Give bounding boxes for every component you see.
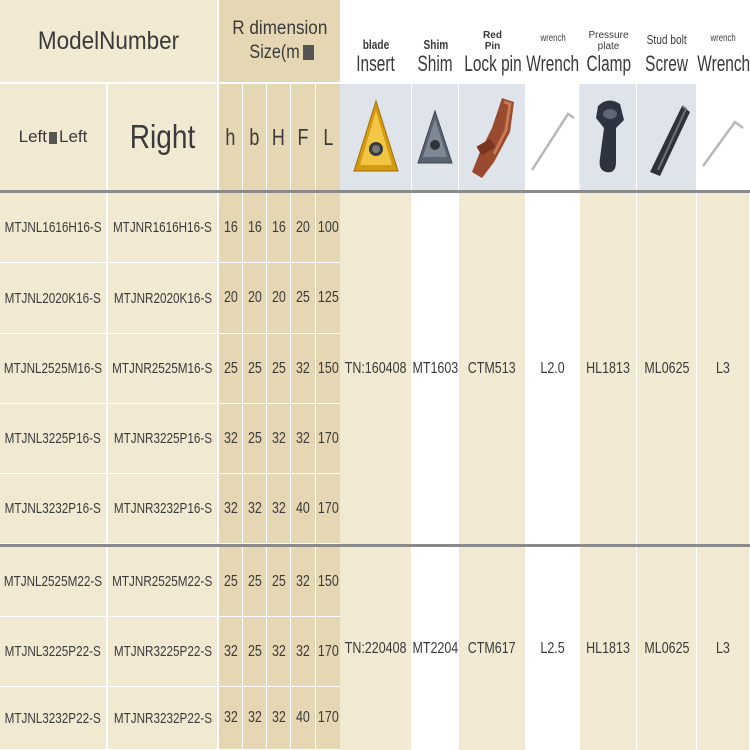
dim-b-cell: 25 xyxy=(243,617,267,687)
dim-b-cell: 25 xyxy=(243,334,267,404)
part-wrench2-big: Wrench xyxy=(697,51,750,76)
dim-F-cell: 32 xyxy=(291,334,316,404)
clamp-part-cell: HL1813 xyxy=(580,193,637,544)
screw-part-cell: ML0625 xyxy=(637,193,697,544)
lock-pin-part-cell: CTM513 xyxy=(459,193,526,544)
dim-L-cell: 170 xyxy=(316,617,340,687)
shim-part-cell: MT2204 xyxy=(412,547,459,750)
dim-F-cell: 20 xyxy=(291,193,316,263)
dim-h-cell: 32 xyxy=(219,404,243,474)
header-part-insert xyxy=(340,0,412,82)
model-left-cell: MTJNL2525M22-S xyxy=(0,547,108,617)
dim-b-cell: 25 xyxy=(243,547,267,617)
part-shim-small: Shim xyxy=(423,37,448,52)
dim-F-cell: 40 xyxy=(291,687,316,750)
wrench-icon xyxy=(526,84,580,190)
part-clamp-big: Clamp xyxy=(586,51,631,76)
size-label-wrap xyxy=(245,42,313,64)
dim-H-cell: 16 xyxy=(267,193,291,263)
dim-h-cell: 32 xyxy=(219,687,243,750)
model-right-cell: MTJNR2525M22-S xyxy=(108,547,219,617)
model-left-cell: MTJNL2020K16-S xyxy=(0,263,108,334)
dim-h-cell: 32 xyxy=(219,617,243,687)
part-lock-pin-small: Red Pin xyxy=(483,30,502,52)
dim-h-cell: 25 xyxy=(219,547,243,617)
wrench-part-cell: L2.0 xyxy=(526,193,580,544)
model-left-cell: MTJNL3225P22-S xyxy=(0,617,108,687)
part-insert-small: blade xyxy=(362,37,390,52)
screw-icon xyxy=(637,84,697,190)
model-left-cell: MTJNL1616H16-S xyxy=(0,193,108,263)
r-dimension-label: R dimension xyxy=(231,18,328,39)
dim-H-cell: 32 xyxy=(267,474,291,544)
triangular-insert-icon xyxy=(340,84,412,190)
screw-part-cell: ML0625 xyxy=(637,547,697,750)
right-label: Right xyxy=(129,118,196,155)
header-part-clamp xyxy=(580,0,637,82)
dim-F-cell: 40 xyxy=(291,474,316,544)
group-divider xyxy=(0,544,750,547)
model-left-cell: MTJNL3232P16-S xyxy=(0,474,108,544)
dim-H-cell: 32 xyxy=(267,404,291,474)
part-wrench2-small: wrench xyxy=(710,33,737,44)
clamp-icon xyxy=(580,84,637,190)
model-right-cell: MTJNR3232P16-S xyxy=(108,474,219,544)
dim-L-cell: 150 xyxy=(316,547,340,617)
part-insert-big: Insert xyxy=(356,51,396,76)
dim-b-cell: 20 xyxy=(243,263,267,334)
model-right-cell: MTJNR2020K16-S xyxy=(108,263,219,334)
missing-glyph-icon xyxy=(49,132,57,144)
dim-L-cell: 170 xyxy=(316,687,340,750)
dim-b-cell: 32 xyxy=(243,687,267,750)
header-part-shim xyxy=(412,0,459,82)
header-r-dimension xyxy=(219,0,340,82)
wrench-part-cell: L2.5 xyxy=(526,547,580,750)
dim-H-cell: 32 xyxy=(267,617,291,687)
dim-F-cell: 32 xyxy=(291,617,316,687)
part-wrench-big: Wrench xyxy=(526,51,580,76)
model-right-cell: MTJNR3225P22-S xyxy=(108,617,219,687)
size-label: Size(m xyxy=(249,42,301,63)
model-left-cell: MTJNL2525M16-S xyxy=(0,334,108,404)
dim-h-header: h xyxy=(219,84,243,190)
wrench-icon-2 xyxy=(697,84,750,190)
dim-L-cell: 170 xyxy=(316,404,340,474)
model-right-cell: MTJNR3232P22-S xyxy=(108,687,219,750)
insert-part-cell: TN:160408 xyxy=(340,193,412,544)
part-wrench-small: wrench xyxy=(540,33,566,44)
header-left xyxy=(0,84,108,190)
dim-H-header: H xyxy=(267,84,291,190)
part-shim-big: Shim xyxy=(417,51,454,76)
dim-F-header: F xyxy=(291,84,316,190)
dim-h-cell: 16 xyxy=(219,193,243,263)
lock-pin-part-cell: CTM617 xyxy=(459,547,526,750)
dim-h-cell: 20 xyxy=(219,263,243,334)
dim-b-header: b xyxy=(243,84,267,190)
header-part-screw xyxy=(637,0,697,82)
model-right-cell: MTJNR1616H16-S xyxy=(108,193,219,263)
wrench2-part-cell: L3 xyxy=(697,547,750,750)
model-left-cell: MTJNL3232P22-S xyxy=(0,687,108,750)
shim-part-cell: MT1603 xyxy=(412,193,459,544)
dim-h-cell: 32 xyxy=(219,474,243,544)
dim-b-cell: 16 xyxy=(243,193,267,263)
dim-L-cell: 150 xyxy=(316,334,340,404)
dim-L-cell: 125 xyxy=(316,263,340,334)
shim-icon xyxy=(412,84,459,190)
header-model-number xyxy=(0,0,219,82)
part-screw-small: Stud bolt xyxy=(646,32,688,47)
model-left-cell: MTJNL3225P16-S xyxy=(0,404,108,474)
lock-pin-icon xyxy=(459,84,526,190)
dim-b-cell: 25 xyxy=(243,404,267,474)
dim-L-cell: 170 xyxy=(316,474,340,544)
dim-h-cell: 25 xyxy=(219,334,243,404)
header-part-lock-pin xyxy=(459,0,526,82)
dim-F-cell: 25 xyxy=(291,263,316,334)
header-part-wrench-2 xyxy=(697,0,750,82)
dim-F-cell: 32 xyxy=(291,404,316,474)
insert-part-cell: TN:220408 xyxy=(340,547,412,750)
missing-glyph-icon xyxy=(303,45,314,60)
header-right xyxy=(108,84,219,190)
dim-F-cell: 32 xyxy=(291,547,316,617)
dim-H-cell: 25 xyxy=(267,334,291,404)
header-part-wrench xyxy=(526,0,580,82)
dim-L-cell: 100 xyxy=(316,193,340,263)
dim-b-cell: 32 xyxy=(243,474,267,544)
clamp-part-cell: HL1813 xyxy=(580,547,637,750)
dim-H-cell: 20 xyxy=(267,263,291,334)
wrench2-part-cell: L3 xyxy=(697,193,750,544)
model-right-cell: MTJNR2525M16-S xyxy=(108,334,219,404)
part-screw-big: Screw xyxy=(645,51,689,76)
left-left-label: Left Left xyxy=(18,127,88,146)
part-lock-pin-big: Lock pin xyxy=(463,51,522,76)
dim-L-header: L xyxy=(316,84,340,190)
dim-H-cell: 32 xyxy=(267,687,291,750)
model-right-cell: MTJNR3225P16-S xyxy=(108,404,219,474)
dim-H-cell: 25 xyxy=(267,547,291,617)
part-clamp-small: Pressure plate xyxy=(588,30,629,52)
model-number-label: ModelNumber xyxy=(37,26,180,55)
